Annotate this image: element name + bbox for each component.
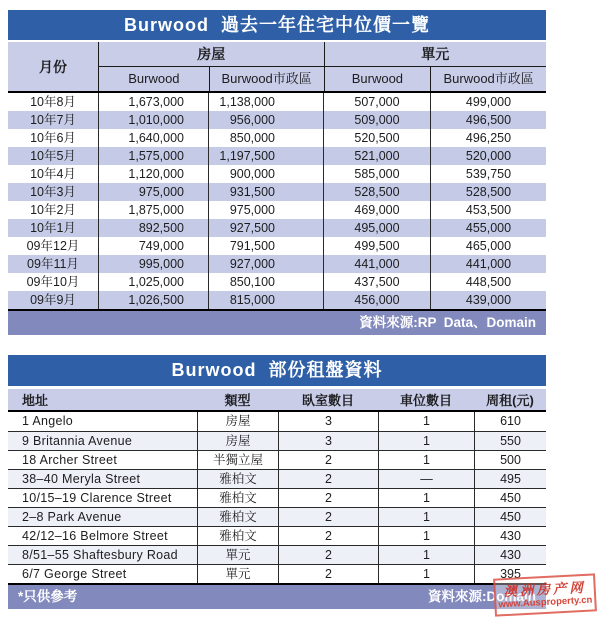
rental-table-title: Burwood 部份租盤資料 bbox=[8, 355, 546, 386]
rent-cell: 610 bbox=[474, 412, 546, 431]
column-header-type: 類型 bbox=[224, 393, 251, 408]
house-council-cell: 927,500 bbox=[208, 219, 323, 237]
house-burwood-cell: 1,120,000 bbox=[98, 165, 208, 183]
rent-cell: 450 bbox=[474, 489, 546, 507]
bedrooms-cell: 2 bbox=[278, 508, 378, 526]
house-burwood-cell: 892,500 bbox=[98, 219, 208, 237]
parking-cell: 1 bbox=[378, 527, 474, 545]
house-burwood-cell: 1,673,000 bbox=[98, 93, 208, 111]
unit-council-cell: 455,000 bbox=[430, 219, 546, 237]
price-table-body bbox=[8, 93, 546, 311]
unit-council-cell: 448,500 bbox=[430, 273, 546, 291]
reference-note: *只供參考 bbox=[18, 589, 78, 604]
address-cell: 18 Archer Street bbox=[22, 453, 118, 467]
type-cell: 雅柏文 bbox=[197, 489, 278, 507]
price-table-row bbox=[8, 129, 546, 147]
price-table-source-bar bbox=[8, 311, 546, 335]
house-council-cell: 1,138,000 bbox=[208, 93, 323, 111]
month-cell: 10年7月 bbox=[30, 113, 76, 127]
type-cell: 雅柏文 bbox=[197, 527, 278, 545]
month-cell: 10年3月 bbox=[30, 185, 76, 199]
type-cell: 單元 bbox=[197, 546, 278, 564]
house-council-cell: 956,000 bbox=[208, 111, 323, 129]
bedrooms-cell: 2 bbox=[278, 451, 378, 469]
price-table-row bbox=[8, 165, 546, 183]
unit-burwood-cell: 495,000 bbox=[323, 219, 430, 237]
rental-table-row bbox=[8, 412, 546, 431]
parking-cell: 1 bbox=[378, 565, 474, 583]
rental-table-row bbox=[8, 450, 546, 469]
price-table-row bbox=[8, 147, 546, 165]
bedrooms-cell: 3 bbox=[278, 412, 378, 431]
house-council-cell: 791,500 bbox=[208, 237, 323, 255]
price-table-header bbox=[8, 42, 546, 93]
price-table-row bbox=[8, 93, 546, 111]
house-council-cell: 975,000 bbox=[208, 201, 323, 219]
column-header-unit-council: Burwood市政區 bbox=[430, 67, 546, 91]
house-council-cell: 850,000 bbox=[208, 129, 323, 147]
price-table-row bbox=[8, 273, 546, 291]
rent-cell: 550 bbox=[474, 432, 546, 450]
month-cell: 10年6月 bbox=[30, 131, 76, 145]
bedrooms-cell: 2 bbox=[278, 527, 378, 545]
house-burwood-cell: 749,000 bbox=[98, 237, 208, 255]
rental-table-header bbox=[8, 389, 546, 412]
unit-burwood-cell: 585,000 bbox=[323, 165, 430, 183]
unit-burwood-cell: 456,000 bbox=[323, 291, 430, 309]
column-header-parking: 車位數目 bbox=[399, 393, 452, 408]
house-burwood-cell: 1,575,000 bbox=[98, 147, 208, 165]
month-cell: 10年4月 bbox=[30, 167, 76, 181]
month-cell: 09年10月 bbox=[26, 275, 80, 289]
rent-cell: 450 bbox=[474, 508, 546, 526]
column-group-house: 房屋 bbox=[197, 46, 226, 62]
rental-table-row bbox=[8, 507, 546, 526]
price-source-text: 資料來源:RP Data、Domain bbox=[359, 315, 536, 330]
column-header-house-council: Burwood市政區 bbox=[209, 67, 324, 91]
unit-council-cell: 496,250 bbox=[430, 129, 546, 147]
house-burwood-cell: 1,010,000 bbox=[98, 111, 208, 129]
address-cell: 2–8 Park Avenue bbox=[22, 510, 122, 524]
price-table-title: Burwood 過去一年住宅中位價一覽 bbox=[8, 10, 546, 40]
address-cell: 42/12–16 Belmore Street bbox=[22, 529, 168, 543]
median-price-table bbox=[8, 10, 546, 335]
bedrooms-cell: 2 bbox=[278, 546, 378, 564]
rental-table-row bbox=[8, 564, 546, 583]
unit-council-cell: 520,000 bbox=[430, 147, 546, 165]
unit-council-cell: 465,000 bbox=[430, 237, 546, 255]
address-cell: 38–40 Meryla Street bbox=[22, 472, 141, 486]
unit-council-cell: 499,000 bbox=[430, 93, 546, 111]
month-cell: 10年5月 bbox=[30, 149, 76, 163]
unit-council-cell: 439,000 bbox=[430, 291, 546, 309]
house-council-cell: 927,000 bbox=[208, 255, 323, 273]
price-table-row bbox=[8, 219, 546, 237]
unit-burwood-cell: 499,500 bbox=[323, 237, 430, 255]
unit-burwood-cell: 509,000 bbox=[323, 111, 430, 129]
address-cell: 6/7 George Street bbox=[22, 567, 127, 581]
parking-cell: 1 bbox=[378, 451, 474, 469]
rent-cell: 395 bbox=[474, 565, 546, 583]
column-group-unit: 單元 bbox=[324, 42, 547, 66]
unit-burwood-cell: 528,500 bbox=[323, 183, 430, 201]
house-burwood-cell: 1,025,000 bbox=[98, 273, 208, 291]
address-cell: 10/15–19 Clarence Street bbox=[22, 491, 172, 505]
rental-table-row bbox=[8, 526, 546, 545]
type-cell: 單元 bbox=[197, 565, 278, 583]
month-cell: 10年8月 bbox=[30, 95, 76, 109]
price-table-header-groups bbox=[98, 42, 546, 91]
rental-listings-table bbox=[8, 355, 546, 609]
price-table-row bbox=[8, 255, 546, 273]
type-cell: 房屋 bbox=[197, 412, 278, 431]
rental-table-row bbox=[8, 545, 546, 564]
bedrooms-cell: 3 bbox=[278, 432, 378, 450]
price-table-row bbox=[8, 291, 546, 309]
month-cell: 09年12月 bbox=[26, 239, 80, 253]
unit-council-cell: 539,750 bbox=[430, 165, 546, 183]
parking-cell: — bbox=[378, 470, 474, 488]
rental-table-row bbox=[8, 488, 546, 507]
price-table-row bbox=[8, 111, 546, 129]
unit-burwood-cell: 441,000 bbox=[323, 255, 430, 273]
house-council-cell: 900,000 bbox=[208, 165, 323, 183]
house-council-cell: 850,100 bbox=[208, 273, 323, 291]
house-council-cell: 1,197,500 bbox=[208, 147, 323, 165]
price-table-row bbox=[8, 183, 546, 201]
type-cell: 房屋 bbox=[197, 432, 278, 450]
watermark-stamp bbox=[493, 573, 597, 616]
column-header-rent: 周租(元) bbox=[486, 393, 534, 408]
month-cell: 09年9月 bbox=[30, 293, 76, 307]
unit-burwood-cell: 507,000 bbox=[323, 93, 430, 111]
parking-cell: 1 bbox=[378, 489, 474, 507]
month-cell: 10年1月 bbox=[30, 221, 76, 235]
house-council-cell: 815,000 bbox=[208, 291, 323, 309]
parking-cell: 1 bbox=[378, 546, 474, 564]
house-burwood-cell: 1,875,000 bbox=[98, 201, 208, 219]
parking-cell: 1 bbox=[378, 508, 474, 526]
type-cell: 雅柏文 bbox=[197, 508, 278, 526]
type-cell: 半獨立屋 bbox=[197, 451, 278, 469]
rental-source-text: 資料來源:Domain bbox=[428, 589, 536, 604]
unit-burwood-cell: 521,000 bbox=[323, 147, 430, 165]
address-cell: 9 Britannia Avenue bbox=[22, 434, 133, 448]
column-header-address: 地址 bbox=[22, 393, 49, 408]
rent-cell: 495 bbox=[474, 470, 546, 488]
price-table-row bbox=[8, 237, 546, 255]
parking-cell: 1 bbox=[378, 412, 474, 431]
rent-cell: 500 bbox=[474, 451, 546, 469]
unit-burwood-cell: 469,000 bbox=[323, 201, 430, 219]
unit-council-cell: 441,000 bbox=[430, 255, 546, 273]
unit-council-cell: 528,500 bbox=[430, 183, 546, 201]
column-header-bedrooms: 臥室數目 bbox=[301, 393, 354, 408]
rental-table-row bbox=[8, 431, 546, 450]
rent-cell: 430 bbox=[474, 527, 546, 545]
house-burwood-cell: 975,000 bbox=[98, 183, 208, 201]
column-header-unit-burwood: Burwood bbox=[324, 67, 431, 91]
house-burwood-cell: 1,640,000 bbox=[98, 129, 208, 147]
month-cell: 10年2月 bbox=[30, 203, 76, 217]
unit-council-cell: 496,500 bbox=[430, 111, 546, 129]
price-table-row bbox=[8, 201, 546, 219]
watermark-site-name: 澳洲房产网 bbox=[503, 579, 587, 600]
house-burwood-cell: 1,026,500 bbox=[98, 291, 208, 309]
address-cell: 1 Angelo bbox=[22, 414, 74, 428]
rental-table-row bbox=[8, 469, 546, 488]
bedrooms-cell: 2 bbox=[278, 565, 378, 583]
bedrooms-cell: 2 bbox=[278, 470, 378, 488]
address-cell: 8/51–55 Shaftesbury Road bbox=[22, 548, 178, 562]
unit-burwood-cell: 437,500 bbox=[323, 273, 430, 291]
unit-burwood-cell: 520,500 bbox=[323, 129, 430, 147]
unit-council-cell: 453,500 bbox=[430, 201, 546, 219]
house-burwood-cell: 995,000 bbox=[98, 255, 208, 273]
watermark-site-url: www.Ausproperty.cn bbox=[498, 594, 593, 611]
column-header-house-burwood: Burwood bbox=[128, 71, 180, 86]
column-header-month: 月份 bbox=[39, 58, 67, 75]
type-cell: 雅柏文 bbox=[197, 470, 278, 488]
parking-cell: 1 bbox=[378, 432, 474, 450]
rent-cell: 430 bbox=[474, 546, 546, 564]
month-cell: 09年11月 bbox=[27, 257, 79, 271]
rental-table-body bbox=[8, 412, 546, 585]
house-council-cell: 931,500 bbox=[208, 183, 323, 201]
rental-table-source-bar bbox=[8, 585, 546, 609]
bedrooms-cell: 2 bbox=[278, 489, 378, 507]
